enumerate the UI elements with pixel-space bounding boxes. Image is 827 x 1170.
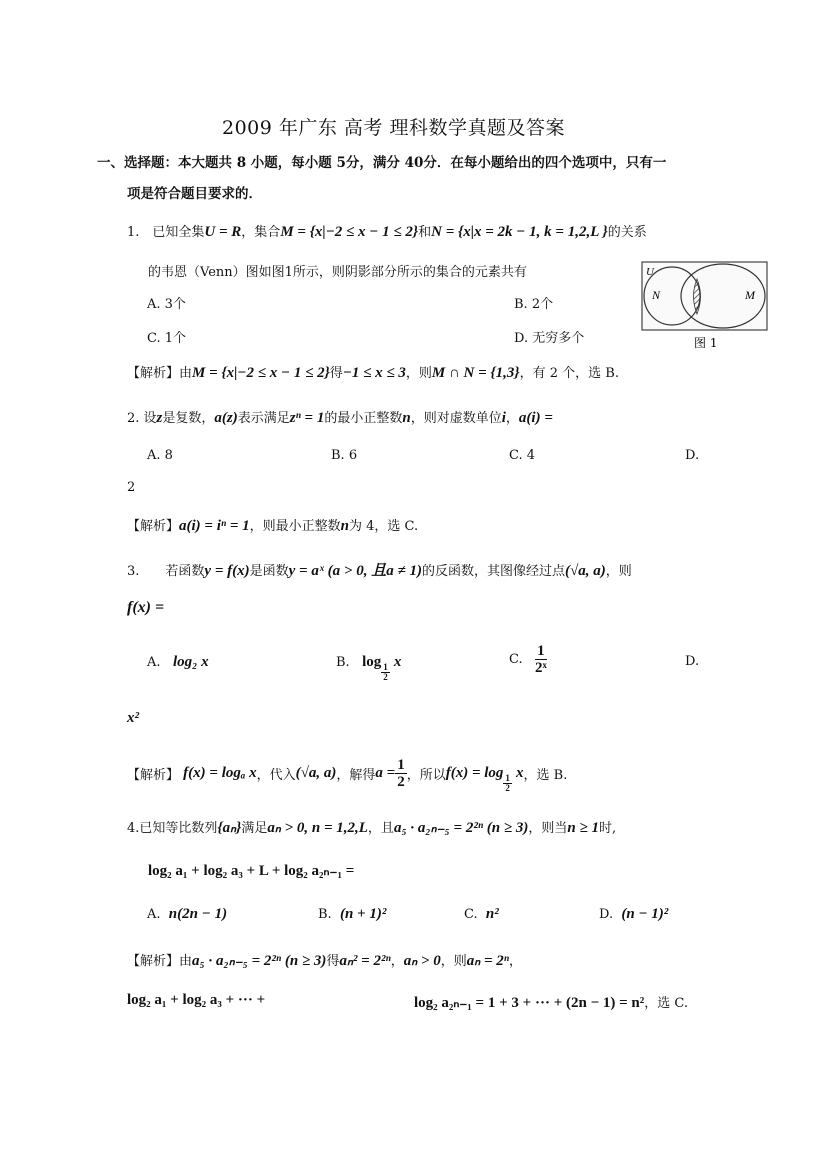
q1-math-m: M = {x|−2 ≤ x − 1 ≤ 2} <box>280 224 419 240</box>
venn-label-n: N <box>652 288 661 302</box>
analysis-math: x <box>516 765 524 781</box>
q4-analysis <box>127 950 522 970</box>
analysis-math: (√a, a) <box>295 765 337 781</box>
option-label: A. <box>147 655 161 670</box>
q3-option-b <box>336 654 401 682</box>
q2-math: n <box>402 410 411 426</box>
analysis-text: 得 <box>329 366 343 381</box>
analysis-text: ，代入 <box>256 768 296 783</box>
q1-option-a: A. 3个 <box>147 297 186 312</box>
q1-math-u: U = R <box>204 224 242 240</box>
analysis-text: ， <box>390 954 404 969</box>
q2-option-d-cont: 2 <box>127 480 136 495</box>
analysis-text: ，解得 <box>336 768 376 783</box>
q3-math: y = aˣ (a > 0, 且a ≠ 1) <box>288 563 422 579</box>
q3-option-c-fraction: $\frac{1}{\text{2ˣ}}$ <box>535 643 547 676</box>
option-label: C. <box>464 907 478 922</box>
analysis-math: n <box>340 518 350 534</box>
venn-diagram-figure <box>641 261 768 353</box>
q1-stem-text: ，集合 <box>241 225 281 240</box>
q2-option-d: D. <box>685 448 700 463</box>
analysis-math: aₙ² = 2²ⁿ <box>339 953 391 969</box>
q3-analysis-fraction: $\frac{1}{2}$ <box>397 757 405 790</box>
q1-option-c: C. 1个 <box>147 331 187 346</box>
venn-label-m: M <box>745 288 755 302</box>
analysis-label: 【解析】 <box>127 768 180 783</box>
venn-figure-caption: 图 1 <box>694 336 718 350</box>
analysis-text: ，则 <box>405 366 432 381</box>
q3-option-d-cont: x² <box>127 710 139 726</box>
q4-option-a <box>147 906 227 923</box>
q1-stem-text: 和 <box>418 225 432 240</box>
q2-math: a(z) <box>214 410 238 426</box>
q2-option-c: C. 4 <box>509 448 536 463</box>
q3-option-b-base-fraction: $\frac{1}{2}$ <box>383 662 388 682</box>
q3-text: 的反函数，其图像经过点 <box>421 564 565 579</box>
q3-text: ，则 <box>605 564 632 579</box>
analysis-label: 【解析】 <box>127 519 180 534</box>
q4-math: n ≥ 1 <box>567 820 599 836</box>
q4-option-d <box>599 906 668 923</box>
q2-math: a(i) = <box>518 410 553 426</box>
analysis-math: a(i) = iⁿ = 1 <box>179 518 250 534</box>
q2-math: i <box>501 410 506 426</box>
q4-analysis-line2-right <box>414 992 688 1012</box>
q2-math: zⁿ = 1 <box>289 410 325 426</box>
q1-option-d: D. 无穷多个 <box>514 331 585 346</box>
q3-option-d: D. <box>685 654 700 669</box>
q4-option-b <box>318 906 386 923</box>
q3-stem <box>127 559 632 580</box>
q2-math: z <box>156 410 163 426</box>
q1-stem-line1 <box>127 221 647 241</box>
q3-option-a <box>147 654 209 671</box>
analysis-text: ，则 <box>440 954 467 969</box>
q3-text: 3. 若函数 <box>127 564 205 579</box>
analysis-text: ，有 2 个，选 B. <box>519 366 619 381</box>
q4-analysis-line2-left: log₂ a₁ + log₂ a₃ + ··· + <box>127 992 266 1008</box>
analysis-math: M = {x|−2 ≤ x − 1 ≤ 2} <box>192 365 330 381</box>
analysis-math: log₂ a₂ₙ₋₁ = 1 + 3 + ··· + (2n − 1) = n² <box>414 995 645 1011</box>
venn-label-u: U <box>646 266 654 278</box>
analysis-label: 【解析】由 <box>127 366 193 381</box>
q1-analysis <box>127 362 619 382</box>
q4-stem <box>127 817 616 837</box>
option-label: B. <box>318 907 332 922</box>
analysis-text: ，选 C. <box>644 996 689 1011</box>
option-math: log₂ x <box>172 654 209 670</box>
analysis-math: −1 ≤ x ≤ 3 <box>342 365 406 381</box>
q2-text: ，则对虚数单位 <box>410 411 502 426</box>
q4-expression: log₂ a₁ + log₂ a₃ + L + log₂ a₂ₙ₋₁ = <box>148 863 355 879</box>
q2-text: ， <box>505 411 519 426</box>
q2-stem <box>127 407 553 427</box>
q1-stem-line2: 的韦恩（Venn）图如图1所示，则阴影部分所示的集合的元素共有 <box>148 265 527 280</box>
q2-text: 的最小正整数 <box>324 411 403 426</box>
q3-analysis <box>127 757 567 793</box>
q4-text: 满足 <box>241 821 268 836</box>
option-label: C. <box>509 652 523 667</box>
q1-stem-text: 的关系 <box>607 225 647 240</box>
q4-math: a₅ · a₂ₙ₋₅ = 2²ⁿ (n ≥ 3) <box>393 820 529 836</box>
analysis-math: a₅ · a₂ₙ₋₅ = 2²ⁿ (n ≥ 3) <box>192 953 327 969</box>
q3-analysis-log-base: $\frac{1}{2}$ <box>505 773 510 793</box>
option-label: A. <box>147 907 161 922</box>
q1-math-n: N = {x|x = 2k − 1, k = 1,2,L } <box>431 224 608 240</box>
option-label: B. <box>336 655 350 670</box>
analysis-math: f(x) = logₐ x <box>183 765 257 781</box>
section-heading-line2: 项是符合题目要求的． <box>127 186 262 202</box>
analysis-text: ， <box>509 954 523 969</box>
q2-analysis <box>127 515 418 535</box>
option-math: x <box>393 654 402 670</box>
q3-math: (√a, a) <box>564 563 606 579</box>
analysis-math: aₙ = 2ⁿ <box>466 953 509 969</box>
option-math: n² <box>485 906 499 922</box>
analysis-math: f(x) = log <box>445 765 504 781</box>
q4-text: 4.已知等比数列 <box>127 821 218 836</box>
q1-stem-text: 1. 已知全集 <box>127 225 205 240</box>
option-math: n(2n − 1) <box>168 906 228 922</box>
q1-option-b: B. 2个 <box>514 297 554 312</box>
q3-fx: f(x) = <box>127 599 165 616</box>
q2-text: 是复数， <box>162 411 215 426</box>
analysis-math: M ∩ N = {1,3} <box>431 365 520 381</box>
option-math: log <box>362 654 382 670</box>
option-label: D. <box>599 907 614 922</box>
analysis-text: ，选 B. <box>523 768 568 783</box>
q2-text: 表示满足 <box>237 411 290 426</box>
q4-option-c <box>464 906 499 923</box>
analysis-text: ，所以 <box>406 768 446 783</box>
q4-math: {aₙ} <box>217 820 242 836</box>
q3-text: 是函数 <box>249 564 289 579</box>
analysis-math: aₙ > 0 <box>403 953 441 969</box>
q2-option-a: A. 8 <box>147 448 173 463</box>
section-heading-line1: 一、选择题：本大题共 8 小题，每小题 5分，满分 40分．在每小题给出的四个选项中，只有一 <box>97 155 667 171</box>
analysis-text: 得 <box>326 954 340 969</box>
q3-option-c <box>509 643 547 676</box>
analysis-math: a = <box>375 765 396 781</box>
analysis-label: 【解析】由 <box>127 954 193 969</box>
page-title: 2009 年广东 高考 理科数学真题及答案 <box>222 117 565 139</box>
q2-option-b: B. 6 <box>331 448 358 463</box>
option-math: (n + 1)² <box>339 906 387 922</box>
q4-text: ，且 <box>367 821 394 836</box>
q2-text: 2. 设 <box>127 411 157 426</box>
analysis-text: ，则最小正整数 <box>249 519 341 534</box>
option-math: (n − 1)² <box>621 906 669 922</box>
analysis-text: 为 4，选 C. <box>349 519 419 534</box>
q4-math: aₙ > 0, n = 1,2,L <box>267 820 368 836</box>
q4-text: 时, <box>598 821 617 836</box>
q4-text: ，则当 <box>528 821 568 836</box>
q3-math: y = f(x) <box>204 563 250 579</box>
